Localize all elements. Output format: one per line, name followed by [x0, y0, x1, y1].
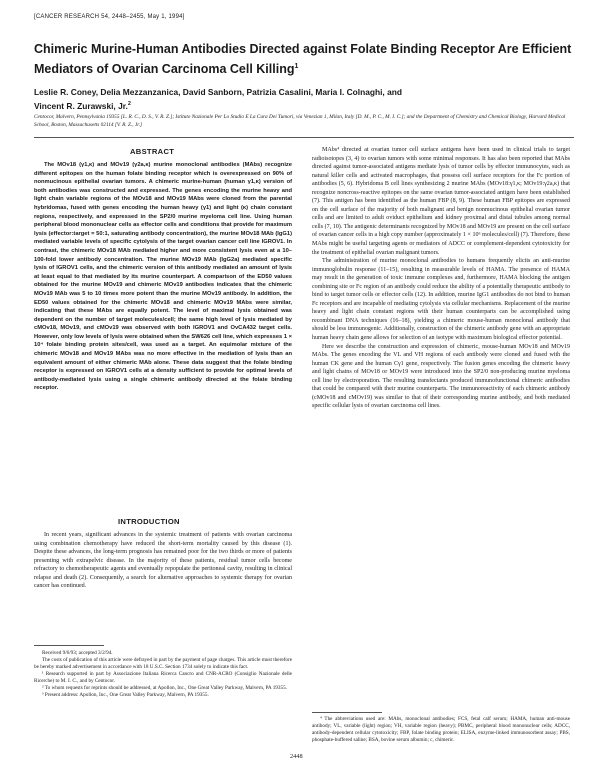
affiliations: Centocor, Malvern, Pennsylvania 19355 [L. R. C., D. S., V. R. Z.]; Istituto Nazionale Per Lo Studio E La Cura Dei Tumori, via Venezian 1, Milan, Italy [D. M., P. C., M. I. C.]; and the Department of Chemistry and Chemical Biology, Harvard Medical School, Boston, Massachusetts 02114 [V. R. Z., Jr.]: [34, 114, 566, 128]
page-number: 2448: [290, 753, 303, 760]
author-footnote-mark: 2: [127, 101, 131, 107]
footnote-received: Received 9/6/93; accepted 3/2/94.: [42, 650, 113, 656]
right-paragraph-2: The administration of murine monoclonal antibodies to humans frequently elicits an anti-murine immunoglobulin response (11–15), resulting in measurable levels of HAMA. The presence of HAMA may result in the generation of toxic immune complexes and, furthermore, HAMA blocking the antigen combining site or Fc region of an antibody could reduce the ability of a potentially therapeutic antibody to bind to target tumor cells or effector cells (12). In addition, murine IgG1 antibodies do not bind to human Fc receptors and are incapable of mediating cytolysis via cellular mechanisms. Replacement of the murine heavy and light chain constant regions with their human counterparts can be accomplished using recombinant DNA techniques (16–18), yielding a chimeric mouse-human monoclonal antibody that should be less immunogenic. Additionally, construction of the chimeric antibody gene with an appropriate human heavy chain gene allows for selection of an isotype with maximum biological effector potential.: [312, 258, 570, 342]
author-list-line2: [34, 98, 574, 112]
left-footnotes: [34, 650, 292, 699]
abstract-body: The MOv18 (γ1,κ) and MOv19 (γ2a,κ) murine monoclonal antibodies (MAbs) recognize different epitopes on the human folate binding receptor which is overexpressed on 90% of nonmucinous epithelial ovarian tumors. A chimeric murine-human (human γ1,κ) version of both antibodies was constructed and expressed. The genes encoding the murine heavy and light chain variable regions of the MOv18 and MOv19 MAbs were cloned from the parental hybridomas, fused with genes encoding the human heavy (γ1) and light (κ) chain constant regions, respectively, and expressed in the SP2/0 murine myeloma cell line. Using human peripheral blood mononuclear cells as effector cells and conditions that provide for maximum lysis (effector:target = 50:1, saturating antibody concentration), the murine MOv18 MAb (IgG1) mediated variable levels of specific cytolysis of the target ovarian cancer cell line IGROV1. In contrast, the chimeric MOv18 MAb mediated higher and more consistent lysis even at a 10–100-fold lower antibody concentration. The murine MOv19 MAb (IgG2a) mediated specific lysis of IGROV1 cells, and the chimeric version of this antibody mediated an amount of lysis at least equal to that mediated by its murine counterpart. A comparison of the ED50 values obtained for the murine MOv19 and chimeric MOv19 antibodies indicates that the chimeric MOv19 MAb was 5 to 10 times more potent than the murine MOv19 antibody. In addition, the ED50 values obtained for the chimeric MOv18 and chimeric MOv19 MAbs were similar, indicating that these MAbs are equally potent. The level of maximal lysis obtained was dependent on the number of target molecules/cell; the same high level of lysis mediated by cMOv18, MOv19, and cMOv19 was observed with both IGROV1 and OvCA432 target cells. However, only low levels of lysis were obtained when the SW626 cell line, which expresses 1 × 10⁴ folate binding protein sites/cell, was used as a target. An equimolar mixture of the chimeric MOv18 and MOv19 MAbs was no more effective in the mediation of lysis than an equivalent amount of either chimeric MAb alone. These data suggest that the folate binding receptor is expressed on IGROV1 cells at a density sufficient to provide for optimal levels of antibody-mediated lysis using a single chimeric antibody directed at the folate binding receptor.: [34, 162, 292, 392]
author-list-line2-text: Vincent R. Zurawski, Jr.: [34, 100, 128, 111]
left-footnote-divider: [34, 645, 104, 646]
footnote-support: ¹ Research supported in part by Associazione Italiana Ricerca Cancro and CNR-ACRO (Consiglio Nazionale delle Ricerche) to M. I. C., and by Centocor.: [34, 670, 292, 684]
right-footnote-divider: [312, 712, 382, 713]
footnote-present-address: ³ Present address: Apollon, Inc., One Great Valley Parkway, Malvern, PA 19355.: [42, 691, 209, 698]
article-title-text: Chimeric Murine-Human Antibodies Directed against Folate Binding Receptor Are Efficient Mediators of Ovarian Carcinoma Cell Killing: [34, 42, 572, 77]
intro-paragraph-1: In recent years, significant advances in the systemic treatment of patients with ovarian carcinoma using combination chemotherapy have reduced the short-term mortality caused by this disease (1). Despite these advances, the long-term prognosis has remained poor for the two thirds or more of patients presenting with extrapelvic disease. In the majority of these patients, residual tumor cells become refractory to chemotherapeutic agents and eventually repopulate the peritoneal cavity, resulting in clinical relapse and death (2). Consequently, a search for alternative approaches to systemic therapy for ovarian cancer has continued.: [34, 532, 292, 590]
right-paragraph-3: Here we describe the construction and expression of chimeric, mouse-human MOv18 and MOv19 MAbs. The genes encoding the VL and VH regions of each antibody were cloned and fused with the human CK gene and the human Cγ1 gene, respectively. The fusion genes encoding the chimeric heavy and light chains of MOv18 or MOv19 were introduced into the SP2/0 non-producing murine myeloma cell line by electroporation. The resulting transfectants produced immunofunctional chimeric antibodies that could be compared with their murine counterparts. The immunoreactivity of each chimeric antibody (cMOv18 and cMOv19) was similar to that of their corresponding murine antibody, and both mediated specific cellular lysis of ovarian carcinoma cell lines.: [312, 343, 570, 410]
author-list-line1: Leslie R. Coney, Delia Mezzanzanica, David Sanborn, Patrizia Casalini, Maria I. Colnaghi, and: [34, 87, 402, 97]
footnote-publication-costs: The costs of publication of this article were defrayed in part by the payment of page charges. This article must therefore be hereby marked advertisement in accordance with 18 U.S.C. Section 1734 solely to indicate this fact.: [34, 656, 292, 670]
introduction-heading: INTRODUCTION: [118, 517, 180, 526]
right-paragraph-1: MAbs⁴ directed at ovarian tumor cell surface antigens have been used in clinical trials to target radioisotopes (3, 4) to ovarian tumors with some minimal responses. It has also been reported that MAbs directed against tumor-associated antigens mediate lysis of tumor cells by effector immunocytes, such as natural killer cells and activated macrophages, that possess cell surface receptors for the Fc portion of antibodies (5, 6). Hybridoma B cell lines synthesizing 2 murine MAbs (MOv18:γ1,κ; MOv19:γ2a,κ) that recognize noncross-reactive epitopes on the same ovarian tumor-associated antigen have been established (7). This antigen has been identified as the human FBP (8, 9). These human FBP epitopes are expressed on the cell surface of the majority of both malignant and benign nonmucinous epithelial ovarian tumor cells and are limited to adult oviduct epithelium and kidney proximal and distal tubules among normal cells (7, 10). The antigenic determinants recognized by MOv18 and MOv19 are present on the cell surface of ovarian cancer cells in a high copy number (approximately 1 × 10⁶ molecules/cell) (7). Therefore, these MAbs might be useful targeting agents or mediators of ADCC or complement-dependent cytotoxicity for the treatment of epithelial ovarian malignant tumors.: [312, 147, 570, 256]
article-title: [34, 40, 574, 78]
footnote-reprints: ² To whom requests for reprints should be addressed, at Apollon, Inc., One Great Valley Parkway, Malvern, PA 19355.: [42, 684, 287, 691]
journal-citation: [CANCER RESEARCH 54, 2448–2455, May 1, 1994]: [34, 14, 185, 20]
abstract-heading: ABSTRACT: [130, 147, 175, 156]
header-divider: [34, 137, 574, 138]
title-footnote-mark: 1: [294, 63, 299, 70]
author-list: [34, 86, 574, 112]
right-column-body: [312, 146, 570, 411]
footnote-abbreviations: ⁴ The abbreviations used are: MAbs, monoclonal antibodies; FCS, fetal calf serum; HAMA, human anti-mouse antibody; VL, variable (light) region; VH, variable region (heavy); PBMC, peripheral blood mononuclear cells; ADCC, antibody-dependent cellular cytotoxicity; FBP, folate binding protein; ELISA, enzyme-linked immunosorbent assay; PBS, phosphate-buffered saline; BSA, bovine serum albumin; c, chimeric.: [312, 716, 570, 743]
right-footnotes: [312, 716, 570, 744]
